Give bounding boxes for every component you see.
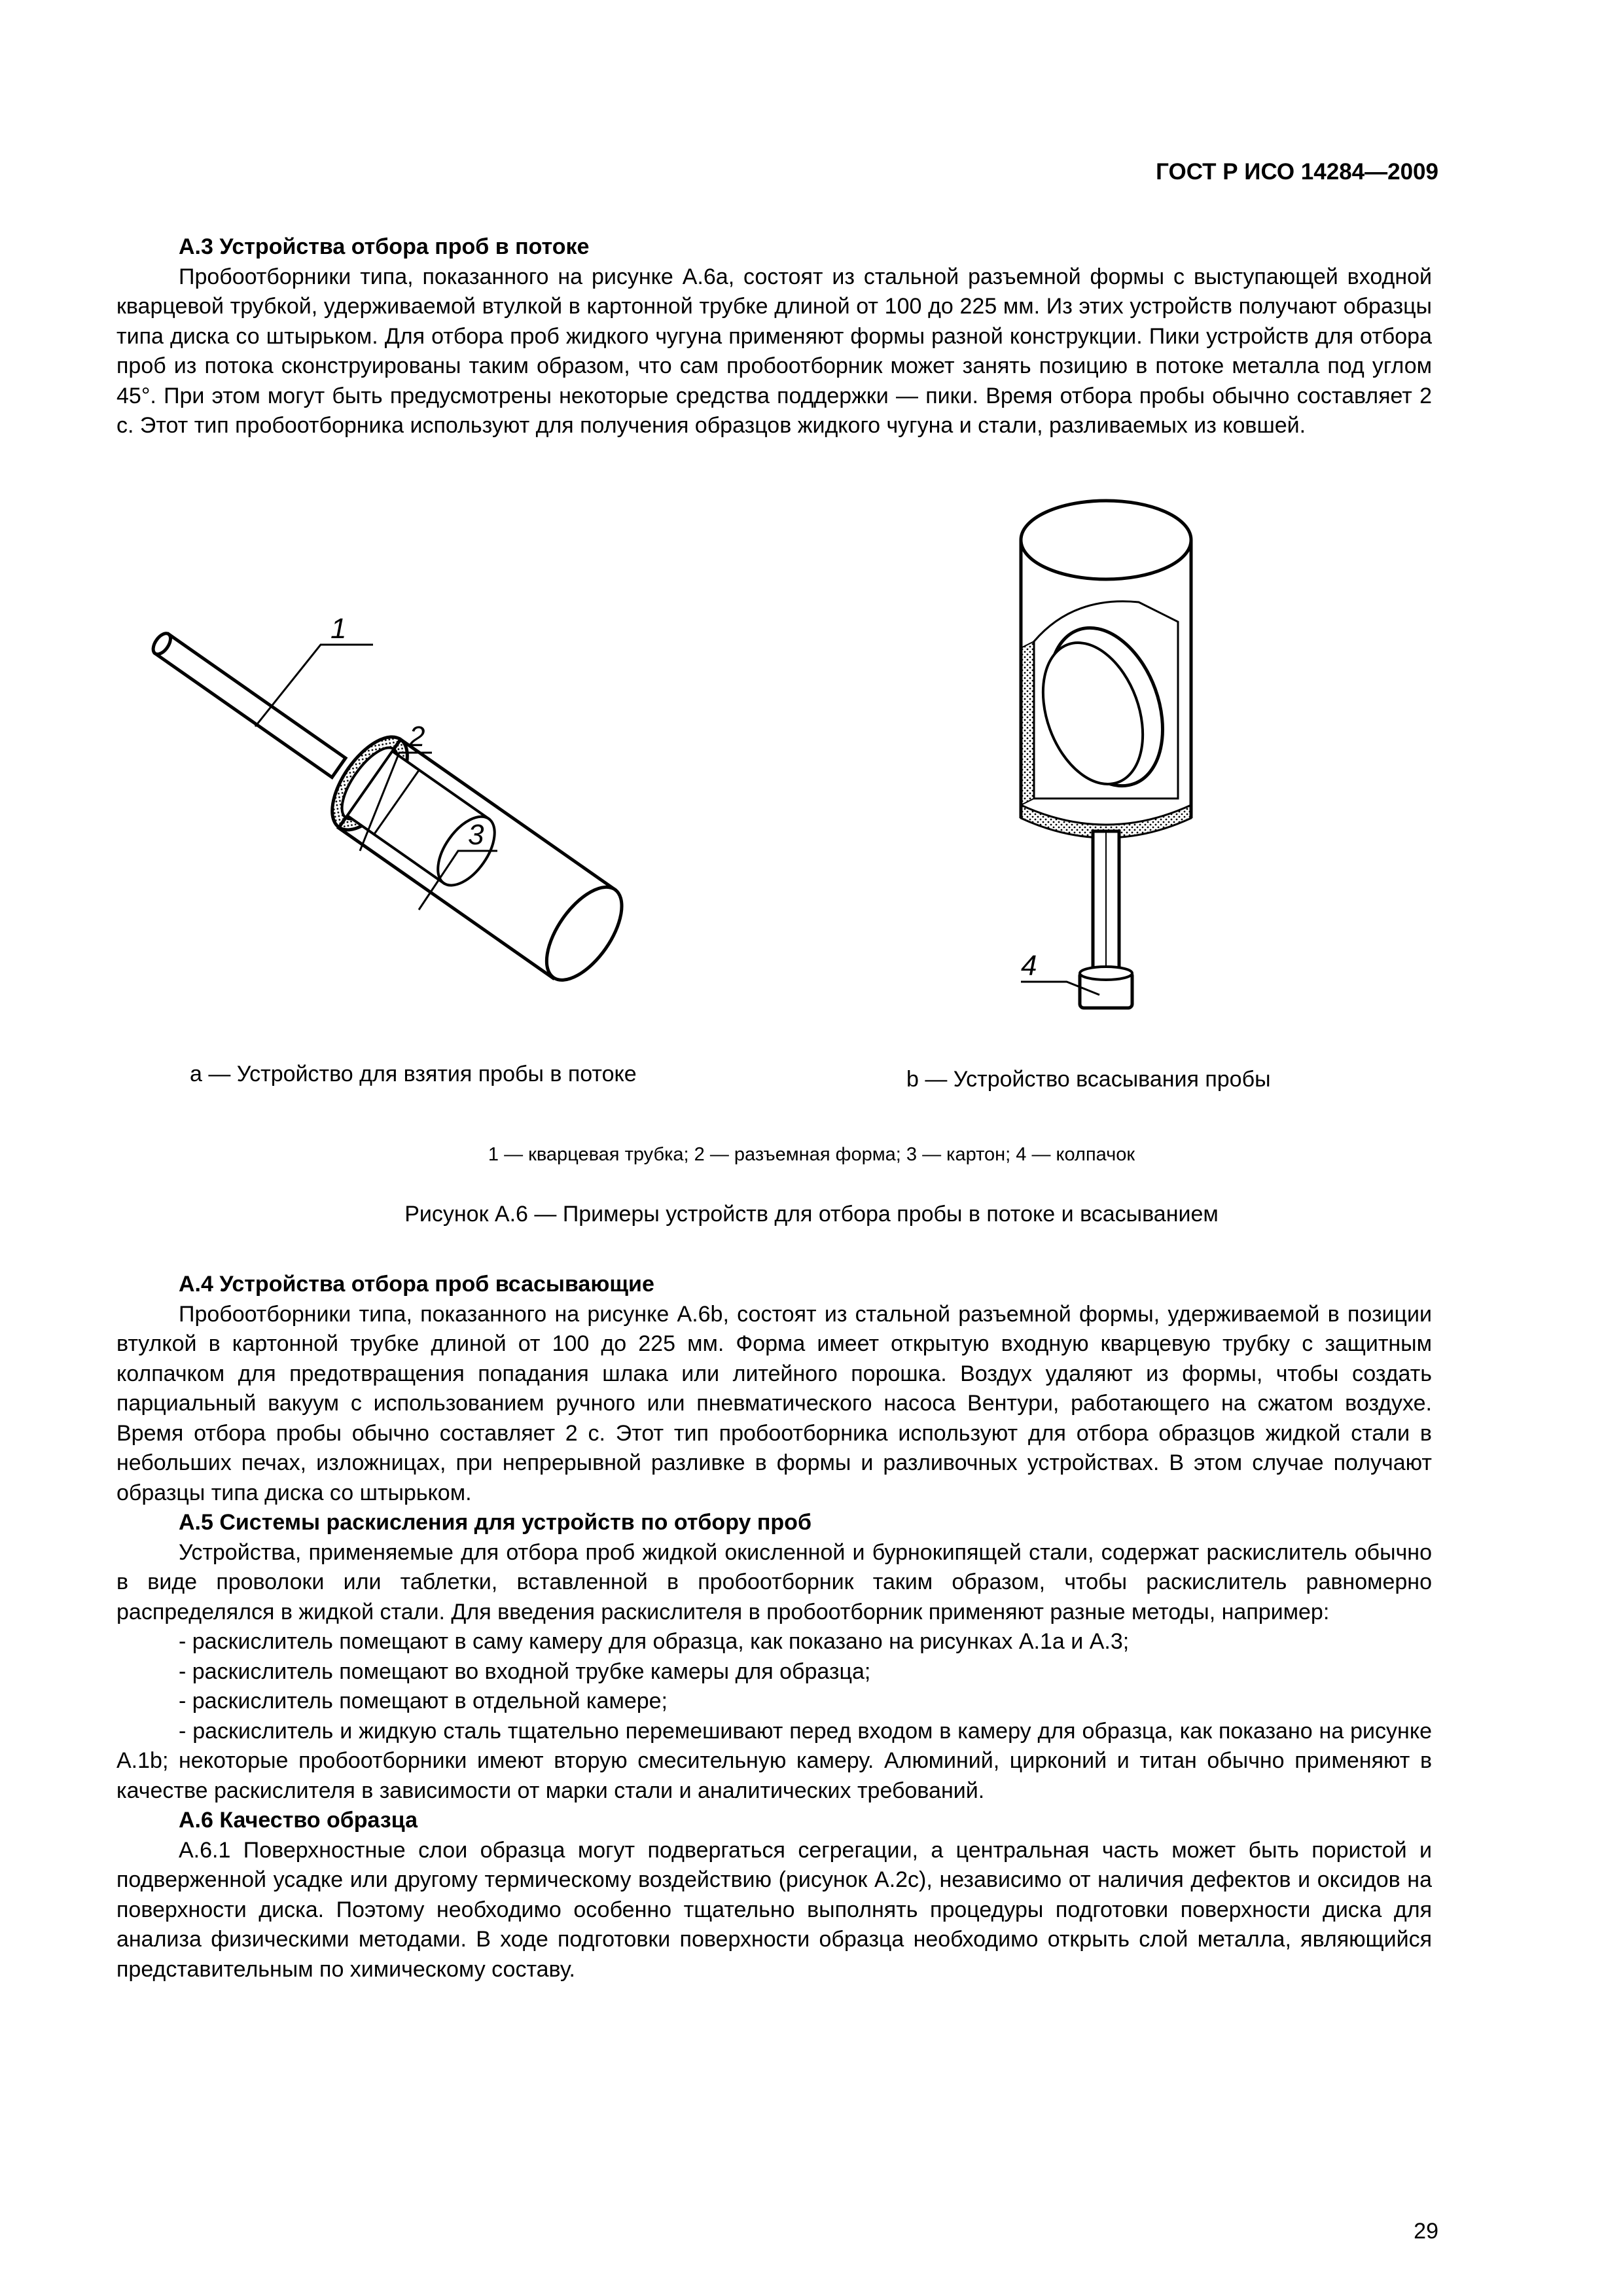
label-2: 2 [409,721,425,753]
list-item: - раскислитель помещают в саму камеру для образца, как показано на рисунках А.1a и А.3; [179,1629,1130,1654]
label-4: 4 [1021,950,1037,982]
cardboard-tube [317,725,637,993]
figure-caption-a: a — Устройство для взятия пробы в потоке [190,1062,637,1086]
list-item: - раскислитель помещают в отдельной камере; [179,1689,668,1713]
document-code: ГОСТ Р ИСО 14284—2009 [1156,159,1438,185]
section-a5-title: А.5 Системы раскисления для устройств по отбору проб [179,1510,812,1535]
quartz-tube [151,630,346,778]
protective-cap [1080,967,1132,1008]
section-a4-paragraph: Пробоотборники типа, показанного на рисунке А.6b, состоят из стальной разъемной формы, удерживаемой в позиции втулкой в картонной трубке длиной от 100 до 225 мм. Форма имеет открытую входную кварцевую трубку с защитным колпачком для предотвращения попадания шлака или литейного порошка. Воздух удаляют из формы, чтобы создать парциальный вакуум с использованием ручного или пневматического насоса Вентури, работающего на сжатом воздухе. Время отбора пробы обычно составляет 2 с. Этот тип пробоотборника используют для отбора образцов жидкой стали в небольших печах, изложницах, при непрерывной разливке в формы и разливочных устройствах. В этом случае получают образцы типа диска со штырьком. [116,1301,1432,1505]
section-a6-paragraph: А.6.1 Поверхностные слои образца могут подвергаться сегрегации, а центральная часть может быть пористой и подверженной усадке или другому термическому воздействию (рисунок А.2c), независимо от наличия дефектов и оксидов на поверхности диска. Поэтому необходимо особенно тщательно выполнять процедуры подготовки поверхности диска для анализа физическими методами. В ходе подготовки поверхности образца необходимо открыть слой металла, являющийся представительным по химическому составу. [116,1837,1432,1982]
section-a3-title: А.3 Устройства отбора проб в потоке [179,234,590,259]
suction-quartz-tube [1093,831,1119,975]
label-1: 1 [330,613,347,645]
section-a4-title: А.4 Устройства отбора проб всасывающие [179,1272,654,1297]
figure-b-suction-sampler-drawing [995,491,1243,1034]
section-a3 [116,232,1432,441]
figure-caption-b: b — Устройство всасывания пробы [906,1067,1271,1092]
figure-title: Рисунок А.6 — Примеры устройств для отбора пробы в потоке и всасыванием [404,1202,1219,1227]
section-a5-paragraph: Устройства, применяемые для отбора проб жидкой окисленной и бурнокипящей стали, содержат раскислитель обычно в виде проволоки или таблетки, вставленной в пробоотборник таким образом, чтобы раскислитель равномерно распределялся в жидкой стали. Для введения раскислителя в пробоотборник применяют разные методы, например: [116,1539,1432,1624]
section-a3-paragraph: Пробоотборники типа, показанного на рисунке А.6a, состоят из стальной разъемной формы с выступающей входной кварцевой трубкой, удерживаемой втулкой в картонной трубке длиной от 100 до 225 мм. Из этих устройств получают образцы типа диска со штырьком. Для отбора проб жидкого чугуна применяют формы разной конструкции. Пики устройств для отбора проб из потока сконструированы таким образом, что сам пробоотборник может занять позицию в потоке металла под углом 45°. При этом могут быть предусмотрены некоторые средства поддержки — пики. Время отбора пробы обычно составляет 2 с. Этот тип пробоотборника используют для получения образцов жидкого чугуна и стали, разливаемых из ковшей. [116,264,1432,438]
list-item: - раскислитель помещают во входной трубке камеры для образца; [179,1659,871,1684]
section-a6-title: А.6 Качество образца [179,1808,418,1833]
list-item: - раскислитель и жидкую сталь тщательно перемешивают перед входом в камеру для образца, как показано на рисунке А.1b; некоторые пробоотборники имеют вторую смесительную камеру. Алюминий, цирконий и титан обычно применяют в качестве раскислителя в зависимости от марки стали и аналитических требований. [116,1718,1432,1803]
label-3: 3 [468,819,484,851]
sections-a4-a6 [116,1270,1432,1984]
figure-a-flow-sampler-drawing [151,609,740,1054]
page-number: 29 [1414,2219,1438,2244]
figure-legend: 1 — кварцевая трубка; 2 — разъемная форма; 3 — картон; 4 — колпачок [488,1144,1135,1165]
